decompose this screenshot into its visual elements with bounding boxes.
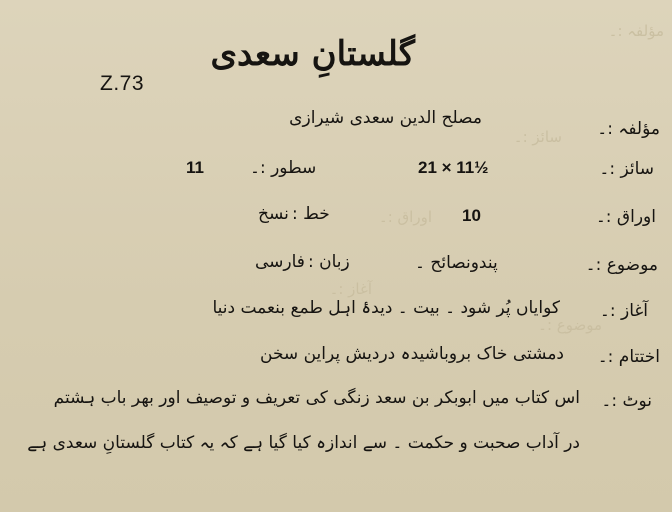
page-title: گلستانِ سعدی bbox=[210, 34, 415, 74]
folios-value: 10 bbox=[462, 206, 481, 225]
note-line-1: اس کتاب میں ابوبکر بن سعد زنگی کی تعریف و توصیف اور بھر باب ہشتم bbox=[53, 388, 580, 408]
bleed-through-text: مؤلفہ :۔ bbox=[608, 22, 664, 40]
script-label: خط : bbox=[292, 204, 330, 224]
lines-label: سطور :۔ bbox=[250, 158, 317, 178]
lines-value: 11 bbox=[186, 158, 204, 177]
explicit-label: اختتام :۔ bbox=[597, 347, 660, 367]
note-label: نوٹ :۔ bbox=[601, 391, 652, 411]
explicit-value: دمشتی خاک بروباشیدہ دردیش پراین سخن bbox=[260, 344, 564, 364]
language-label: زبان : bbox=[308, 252, 350, 272]
script-value: نسخ bbox=[258, 204, 289, 224]
folios-label: اوراق :۔ bbox=[595, 207, 656, 227]
incipit-label: آغاز :۔ bbox=[599, 301, 648, 321]
bleed-through-text: موضوع :۔ bbox=[538, 316, 602, 334]
incipit-value: کوایاں پُر شود ۔ بیت ۔ دیدۂ اہل طمع بنعمت دنیا bbox=[212, 298, 560, 318]
subject-value: پندونصائح ۔ bbox=[415, 253, 498, 273]
size-value: 21 × 11½ bbox=[418, 158, 489, 177]
language-value: فارسی bbox=[255, 252, 305, 272]
author-value: مصلح الدین سعدی شیرازی bbox=[289, 108, 482, 128]
note-line-2: در آداب صحبت و حکمت ۔ سے اندازہ کیا گیا ہے کہ یہ کتاب گلستانِ سعدی ہے bbox=[27, 433, 580, 453]
subject-label: موضوع :۔ bbox=[585, 255, 658, 275]
catalog-reference: Z.73 bbox=[100, 72, 145, 95]
bleed-through-text: اوراق :۔ bbox=[378, 208, 432, 226]
author-label: مؤلفہ :۔ bbox=[597, 119, 660, 139]
bleed-through-text: آغاز :۔ bbox=[329, 280, 372, 298]
bleed-through-text: سائز :۔ bbox=[513, 128, 562, 146]
size-label: سائز :۔ bbox=[599, 159, 654, 179]
